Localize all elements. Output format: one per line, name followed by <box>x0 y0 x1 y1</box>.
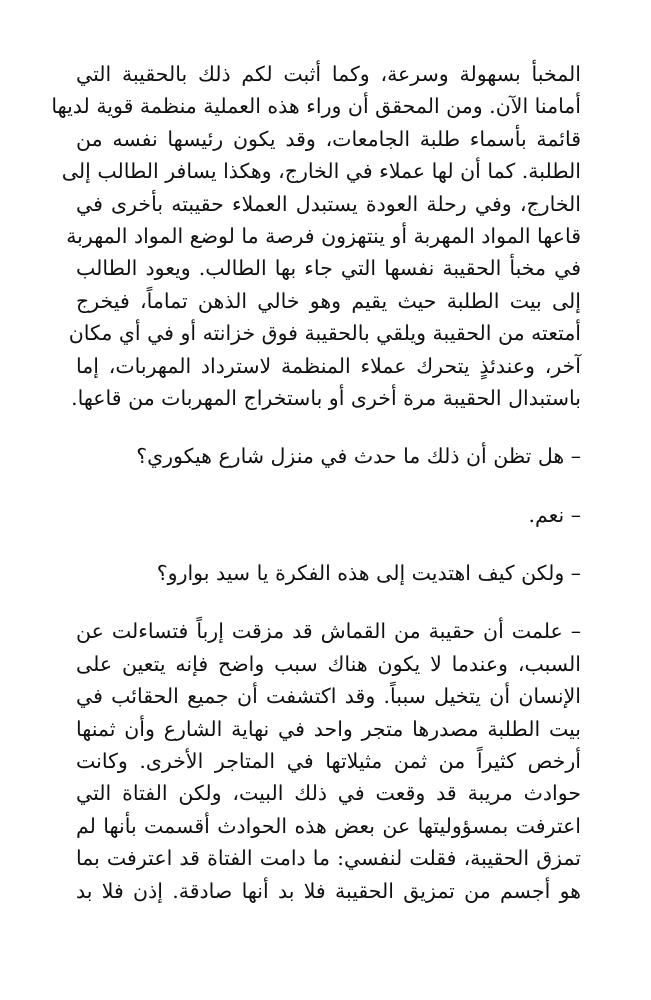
dialogue-line-question-poirot: – ولكن كيف اهتديت إلى هذه الفكرة يا سيد بوارو؟ <box>156 561 581 586</box>
text-line: السبب، وعندما لا يكون هناك سبب واضح فإنه يتعين على <box>76 651 581 676</box>
dialogue-line-answer-yes: – نعم. <box>528 502 581 527</box>
text-line: هو أجسم من تمزيق الحقيبة فلا بد أنها صادقة. إذن فلا بد <box>76 878 581 903</box>
text-line: في مخبأ الحقيبة نفسها التي جاء بها الطالب. ويعود الطالب <box>76 256 581 281</box>
text-line: الخارج، وفي رحلة العودة يستبدل العملاء حقيبته بأخرى في <box>76 191 581 216</box>
text-line: – علمت أن حقيبة من القماش قد مزقت إرباً فتساءلت عن <box>76 619 581 644</box>
paragraph-smuggling-explanation <box>51 58 581 414</box>
text-line: أمامنا الآن. ومن المحقق أن وراء هذه العملية منظمة قوية لديها <box>51 94 581 119</box>
text-line: قائمة بأسماء طلبة الجامعات، وقد يكون رئيسها نفسه من <box>76 126 581 151</box>
text-line: قاعها المواد المهربة أو ينتهزون فرصة ما لوضع المواد المهربة <box>66 223 581 248</box>
text-line: إلى بيت الطلبة حيث يقيم وهو خالي الذهن تماماً، فيخرج <box>76 288 581 313</box>
text-line: بيت الطلبة مصدرها متجر واحد في نهاية الشارع وأن ثمنها <box>76 716 581 741</box>
text-line: المخبأ بسهولة وسرعة، وكما أثبت لكم ذلك بالحقيبة التي <box>76 62 581 86</box>
text-line: حوادث مريبة قد وقعت في ذلك البيت، ولكن الفتاة التي <box>76 781 581 806</box>
text-line: الطلبة. كما أن لها عملاء في الخارج، وهكذا يسافر الطالب إلى <box>61 159 581 184</box>
text-line: باستبدال الحقيبة مرة أخرى أو باستخراج المهربات من قاعها. <box>71 385 581 410</box>
text-line: اعترفت بمسؤوليتها عن بعض هذه الحوادث أقسمت بأنها لم <box>76 813 581 838</box>
paragraph-poirot-answer <box>76 615 581 907</box>
text-line: أمتعته من الحقيبة ويلقي بالحقيبة فوق خزانته أو في أي مكان <box>68 321 581 346</box>
dialogue-line-question-hickory: – هل تظن أن ذلك ما حدث في منزل شارع هيكوري؟ <box>136 444 581 469</box>
text-line: آخر، وعندئذٍ يتحرك عملاء المنظمة لاسترداد المهربات، إما <box>76 353 581 378</box>
text-line: أرخص كثيراً من ثمن مثيلاتها في المتاجر الأخرى. وكانت <box>76 749 581 774</box>
text-line: تمزق الحقيبة، فقلت لنفسي: ما دامت الفتاة قد اعترفت بما <box>76 846 581 871</box>
text-line: الإنسان أن يتخيل سبباً. وقد اكتشفت أن جميع الحقائب في <box>76 684 581 709</box>
